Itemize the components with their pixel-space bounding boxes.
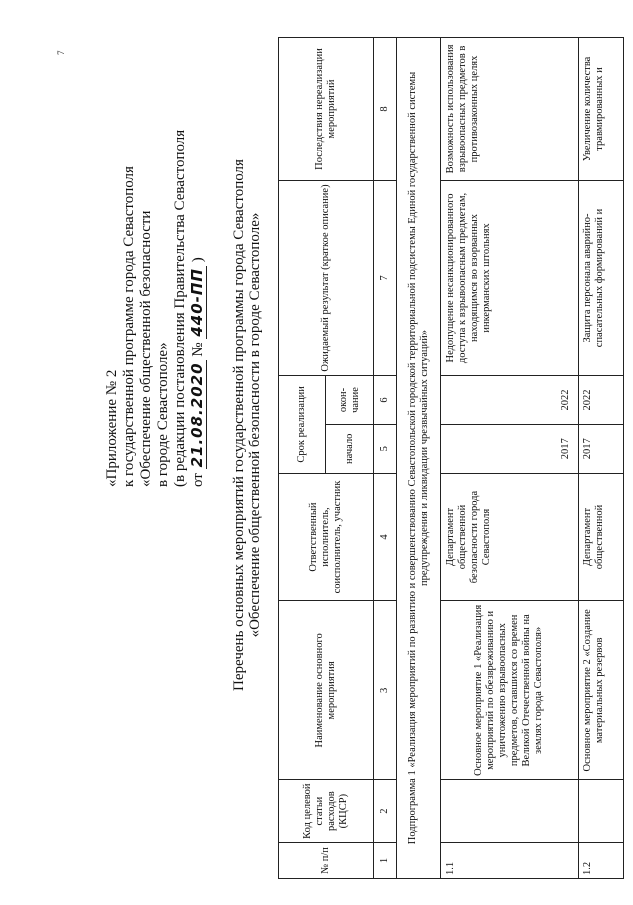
- header-cell: Наименование основного мероприятия: [279, 601, 374, 780]
- row-consequence: Возможность использования взрывоопасных предметов в противозаконных целях: [441, 38, 578, 181]
- column-number: 3: [374, 601, 397, 780]
- row-number: 1.1: [441, 843, 578, 879]
- column-number: 6: [374, 376, 397, 425]
- header-cell: окон-чание: [325, 376, 374, 425]
- table-row: [578, 38, 623, 879]
- header-cell: начало: [325, 424, 374, 473]
- row-result: Защита персонала аварийно-спасательных формирований и: [578, 180, 623, 375]
- header-cell: Ожидаемый результат (краткое описание): [279, 180, 374, 375]
- row-name: Основное мероприятие 2 «Создание материальных резервов: [578, 601, 623, 780]
- appendix-header: [104, 67, 207, 487]
- title-line: «Обеспечение общественной безопасности в городе Севастополе»: [247, 212, 263, 638]
- row-result: Недопущение несанкционированного доступа к взрывоопасным предметам, находящимся во взорванных инкерманских штольнях: [441, 180, 578, 375]
- header-line: «Приложение № 2: [104, 369, 120, 487]
- header-cell: Срок реализации: [279, 376, 326, 474]
- header-line: в городе Севастополе»: [155, 342, 171, 487]
- row-executor: Департамент общественной безопасности города Севастополя: [441, 473, 578, 601]
- number-prefix: №: [190, 342, 206, 357]
- column-number: 1: [374, 843, 397, 879]
- handwritten-date: 21.08.2020: [188, 362, 206, 468]
- row-end: 2022: [578, 376, 623, 425]
- measures-table: [278, 37, 624, 879]
- header-line-date: [189, 67, 207, 487]
- row-start: 2017: [441, 424, 578, 473]
- column-number: 8: [374, 38, 397, 181]
- closing-paren: ): [190, 257, 206, 263]
- column-number: 7: [374, 180, 397, 375]
- row-end: 2022: [441, 376, 578, 425]
- row-number: 1.2: [578, 843, 623, 879]
- row-executor: Департамент общественной: [578, 473, 623, 601]
- header-line: (в редакции постановления Правительства Севастополя: [172, 129, 188, 487]
- column-number-row: [374, 38, 397, 879]
- header-cell: Ответственный исполнитель, соисполнитель, участник: [279, 473, 374, 601]
- column-number: 4: [374, 473, 397, 601]
- table-row: [441, 38, 578, 879]
- row-consequence: Увеличение количества травмированных и: [578, 38, 623, 181]
- title-line: Перечень основных мероприятий государственной программы города Севастополя: [231, 159, 247, 691]
- header-cell: № п/п: [279, 843, 374, 879]
- header-line: «Обеспечение общественной безопасности: [138, 210, 154, 487]
- row-code: [441, 780, 578, 843]
- column-number: 2: [374, 780, 397, 843]
- header-cell: Последствия нереализации мероприятий: [279, 38, 374, 181]
- row-name: Основное мероприятие 1 «Реализация мероприятий по обезвреживанию и уничтожению взрывоопасных предметов, оставшихся со времен Великой Отечественной войны на землях города Севастополя»: [441, 601, 578, 780]
- document-title: [231, 125, 263, 725]
- page-number-mark: 7: [56, 50, 66, 55]
- subprogram-title: Подпрограмма 1 «Реализация мероприятий по развитию и совершенствованию Севастопольской городской территориальной подсистемы Единой государственной системы предупреждения и ликвидации чрезвычайных ситуаций»: [397, 38, 441, 879]
- header-line: к государственной программе города Севастополя: [121, 166, 137, 487]
- header-cell: Код целевой статьи расходов (КЦСР): [279, 780, 374, 843]
- header-row: [279, 38, 326, 879]
- row-code: [578, 780, 623, 843]
- subprogram-row: [397, 38, 441, 879]
- column-number: 5: [374, 424, 397, 473]
- row-start: 2017: [578, 424, 623, 473]
- handwritten-number: 440-ПП: [188, 268, 206, 337]
- date-prefix: от: [190, 473, 206, 487]
